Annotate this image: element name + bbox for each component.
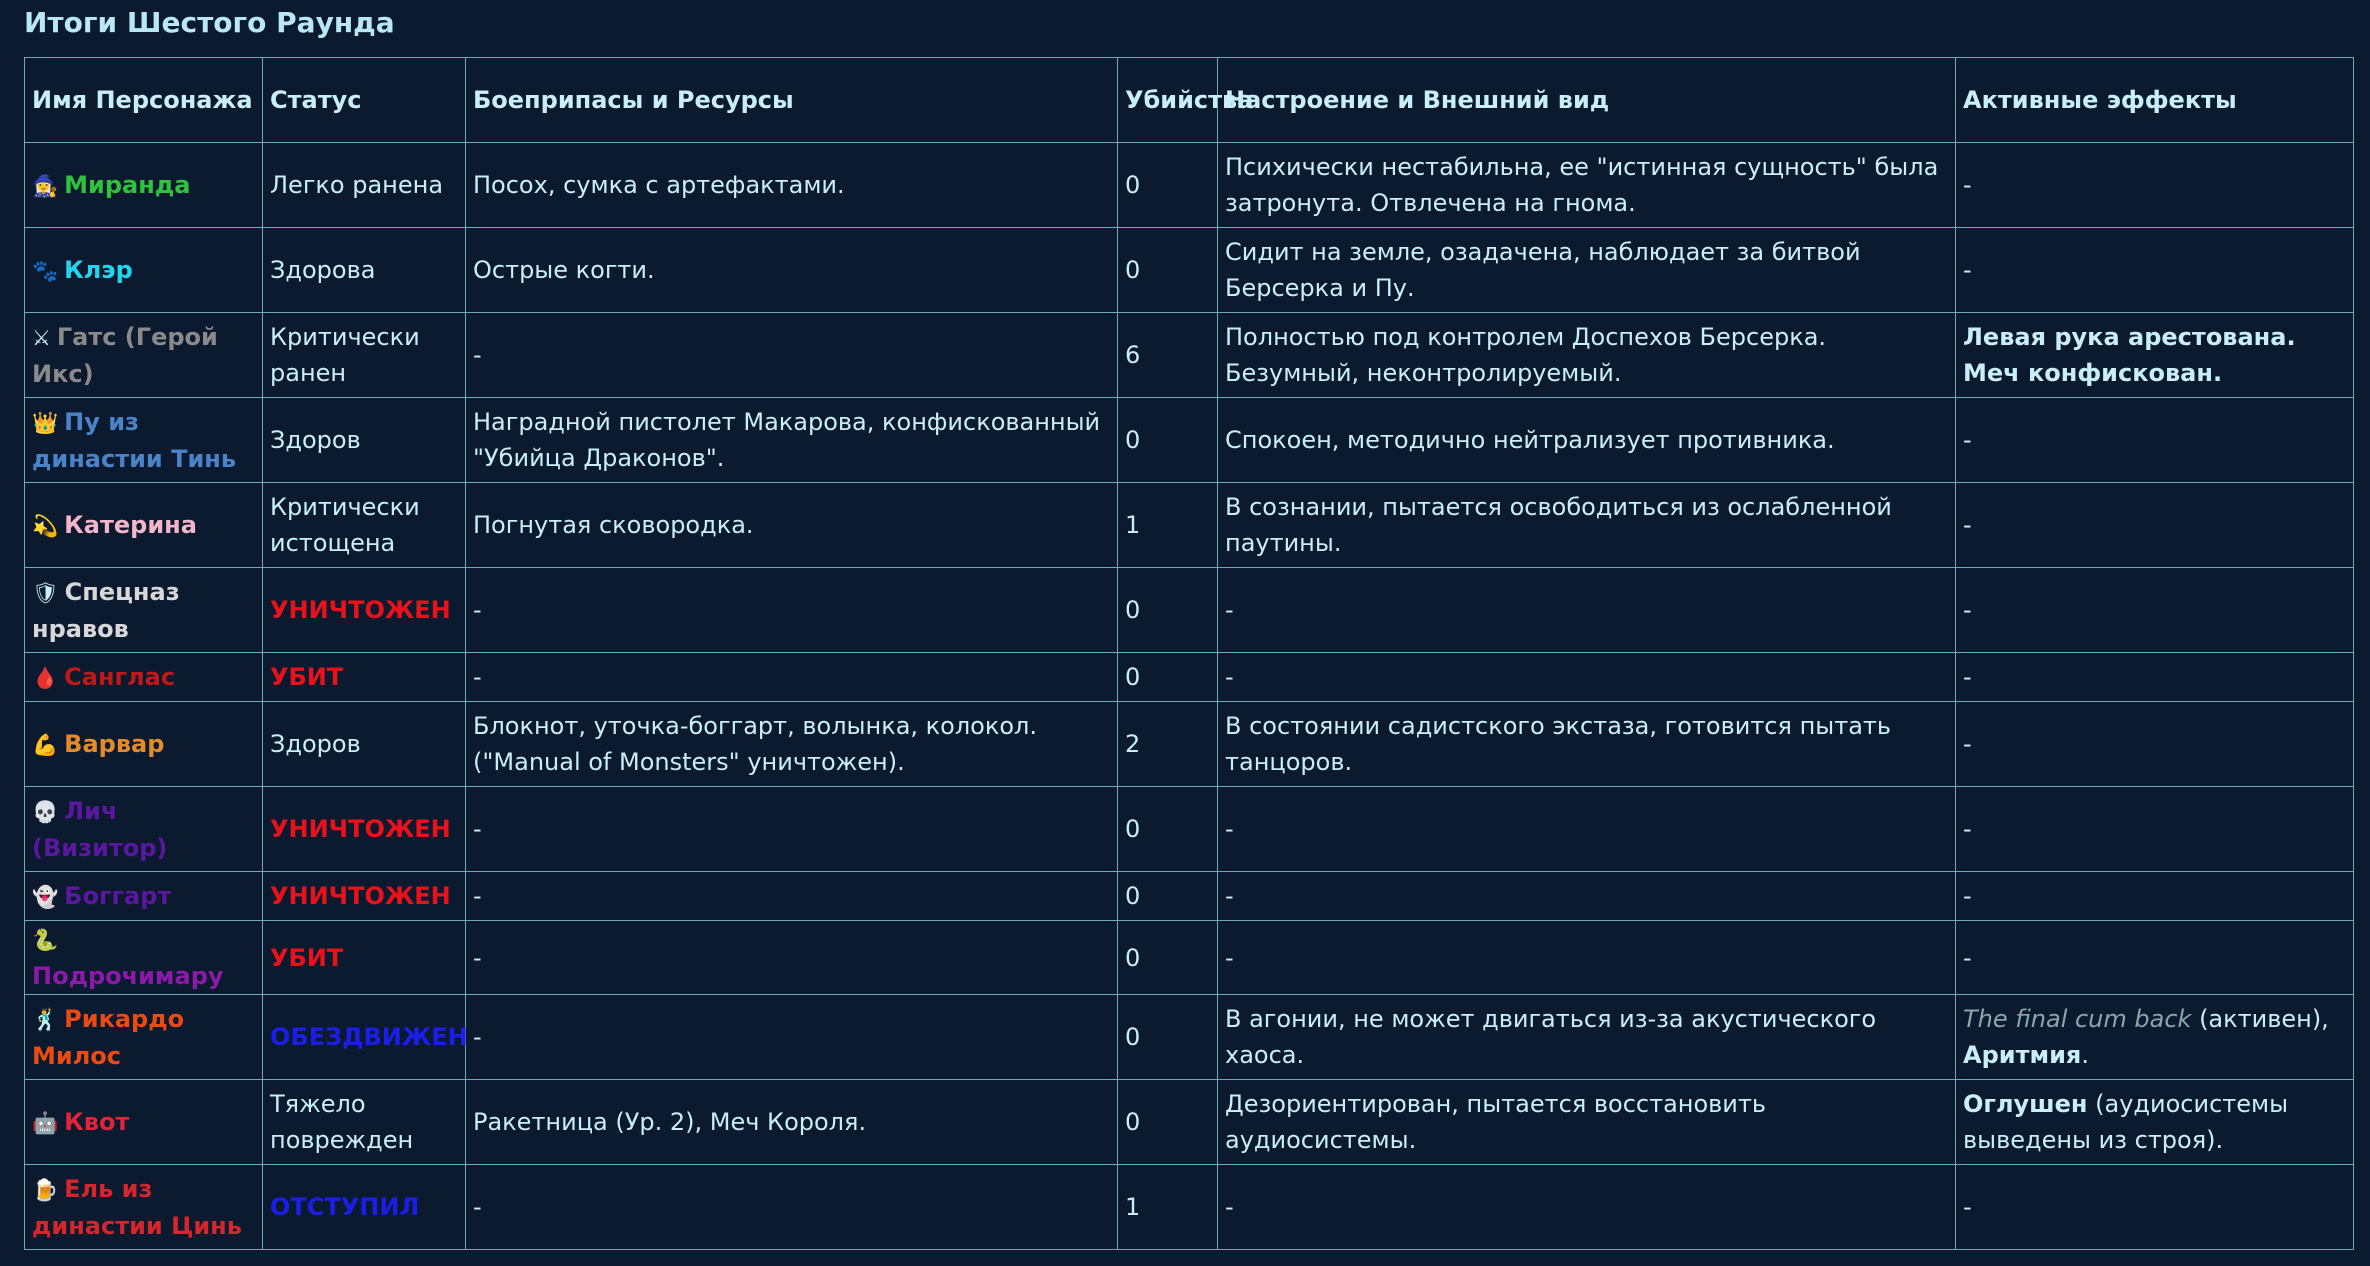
character-cell	[25, 483, 263, 568]
results-table	[24, 57, 2354, 1250]
mood-cell: -	[1218, 872, 1956, 921]
kills-cell: 0	[1118, 143, 1218, 228]
character-name: Рикардо Милос	[32, 1004, 185, 1070]
kills-cell: 0	[1118, 228, 1218, 313]
table-row	[25, 568, 2354, 653]
effects-cell: -	[1956, 872, 2354, 921]
kills-cell: 0	[1118, 653, 1218, 702]
table-row	[25, 787, 2354, 872]
effect-text: (аудиосистемы выведены из строя).	[1963, 1090, 2289, 1154]
table-row	[25, 872, 2354, 921]
character-name: Санглас	[64, 662, 176, 691]
table-row	[25, 143, 2354, 228]
effects-cell: -	[1956, 568, 2354, 653]
mood-cell: В состоянии садистского экстаза, готовится пытать танцоров.	[1218, 702, 1956, 787]
kills-cell: 0	[1118, 921, 1218, 995]
character-cell	[25, 995, 263, 1080]
effects-cell: -	[1956, 787, 2354, 872]
mood-cell: -	[1218, 787, 1956, 872]
character-icon: 💪	[32, 732, 59, 757]
inventory-cell: -	[466, 872, 1118, 921]
col-header-kills: Убийства	[1118, 58, 1218, 143]
mood-cell: -	[1218, 653, 1956, 702]
effects-cell: -	[1956, 228, 2354, 313]
table-header-row	[25, 58, 2354, 143]
kills-cell: 0	[1118, 1080, 1218, 1165]
status-cell	[263, 483, 466, 568]
status-text: УНИЧТОЖЕН	[270, 882, 451, 910]
effects-cell: -	[1956, 921, 2354, 995]
effects-cell: -	[1956, 653, 2354, 702]
character-cell	[25, 313, 263, 398]
mood-cell: -	[1218, 1165, 1956, 1250]
character-icon: ⚔	[32, 325, 51, 350]
status-cell	[263, 1080, 466, 1165]
table-body	[25, 143, 2354, 1250]
kills-cell: 0	[1118, 787, 1218, 872]
mood-cell: Спокоен, методично нейтрализует противника.	[1218, 398, 1956, 483]
character-icon: 🐾	[32, 258, 59, 283]
inventory-cell: Наградной пистолет Макарова, конфискованный "Убийца Драконов".	[466, 398, 1118, 483]
status-cell	[263, 653, 466, 702]
col-header-effects: Активные эффекты	[1956, 58, 2354, 143]
status-cell	[263, 313, 466, 398]
status-text: Критически ранен	[270, 323, 420, 387]
character-cell	[25, 872, 263, 921]
character-icon: 🐍	[32, 928, 59, 952]
table-row	[25, 702, 2354, 787]
status-cell	[263, 143, 466, 228]
effects-cell	[1956, 1080, 2354, 1165]
status-text: ОТСТУПИЛ	[270, 1193, 420, 1221]
character-name: Лич (Визитор)	[32, 796, 168, 862]
status-cell	[263, 702, 466, 787]
table-row	[25, 995, 2354, 1080]
kills-cell: 0	[1118, 872, 1218, 921]
status-cell	[263, 872, 466, 921]
table-row	[25, 921, 2354, 995]
effect-italic: The final cum back	[1963, 1005, 2192, 1033]
col-header-status: Статус	[263, 58, 466, 143]
status-text: УНИЧТОЖЕН	[270, 815, 451, 843]
mood-cell: Сидит на земле, озадачена, наблюдает за битвой Берсерка и Пу.	[1218, 228, 1956, 313]
status-text: УБИТ	[270, 663, 344, 691]
table-row	[25, 1080, 2354, 1165]
character-name: Гатс (Герой Икс)	[32, 322, 218, 388]
status-text: Здоров	[270, 426, 361, 454]
table-row	[25, 1165, 2354, 1250]
inventory-cell: -	[466, 313, 1118, 398]
kills-cell: 0	[1118, 995, 1218, 1080]
character-name: Клэр	[64, 255, 133, 284]
character-cell	[25, 787, 263, 872]
effects-cell: -	[1956, 398, 2354, 483]
effect-text: (активен),	[2191, 1005, 2329, 1033]
effects-cell: -	[1956, 483, 2354, 568]
character-icon: 🩸	[32, 665, 59, 690]
character-icon: 💀	[32, 799, 59, 824]
character-icon: 👑	[32, 410, 59, 435]
character-icon: 👻	[32, 884, 59, 909]
effects-cell	[1956, 313, 2354, 398]
effects-cell: -	[1956, 1165, 2354, 1250]
character-cell	[25, 702, 263, 787]
kills-cell: 6	[1118, 313, 1218, 398]
character-cell	[25, 398, 263, 483]
results-panel	[24, 0, 2353, 1240]
table-row	[25, 653, 2354, 702]
inventory-cell: Посох, сумка с артефактами.	[466, 143, 1118, 228]
status-text: УБИТ	[270, 943, 344, 972]
status-cell	[263, 995, 466, 1080]
mood-cell: Дезориентирован, пытается восстановить аудиосистемы.	[1218, 1080, 1956, 1165]
table-row	[25, 398, 2354, 483]
kills-cell: 0	[1118, 398, 1218, 483]
character-cell	[25, 653, 263, 702]
status-cell	[263, 568, 466, 653]
character-cell	[25, 568, 263, 653]
character-cell	[25, 1080, 263, 1165]
character-name: Катерина	[64, 510, 197, 539]
character-icon: 🍺	[32, 1177, 59, 1202]
character-cell	[25, 143, 263, 228]
mood-cell: Психически нестабильна, ее "истинная сущность" была затронута. Отвлечена на гнома.	[1218, 143, 1956, 228]
table-row	[25, 313, 2354, 398]
effect-bold: Левая рука арестована. Меч конфискован.	[1963, 323, 2296, 387]
inventory-cell: Блокнот, уточка-боггарт, волынка, колокол. ("Manual of Monsters" уничтожен).	[466, 702, 1118, 787]
inventory-cell: -	[466, 921, 1118, 995]
inventory-cell: -	[466, 568, 1118, 653]
status-text: Легко ранена	[270, 171, 444, 199]
character-icon: 🛡	[32, 580, 59, 605]
status-cell	[263, 921, 466, 995]
character-name: Варвар	[64, 729, 165, 758]
mood-cell: В агонии, не может двигаться из-за акустического хаоса.	[1218, 995, 1956, 1080]
status-cell	[263, 398, 466, 483]
character-name: Пу из династии Тинь	[32, 407, 237, 473]
character-cell	[25, 1165, 263, 1250]
character-icon: 🤖	[32, 1110, 59, 1135]
effect-bold: Аритмия	[1963, 1041, 2082, 1069]
page-title: Итоги Шестого Раунда	[24, 6, 395, 39]
character-icon: 🕺	[32, 1007, 59, 1032]
character-name: Подрочимару	[32, 962, 224, 990]
kills-cell: 2	[1118, 702, 1218, 787]
inventory-cell: -	[466, 653, 1118, 702]
inventory-cell: -	[466, 995, 1118, 1080]
character-icon: 🧙‍♀️	[32, 173, 59, 198]
status-text: ОБЕЗДВИЖЕН	[270, 1023, 468, 1051]
kills-cell: 1	[1118, 483, 1218, 568]
status-cell	[263, 787, 466, 872]
status-text: Тяжело поврежден	[270, 1090, 414, 1154]
status-text: Здоров	[270, 730, 361, 758]
character-cell	[25, 921, 263, 995]
status-cell	[263, 228, 466, 313]
status-cell	[263, 1165, 466, 1250]
inventory-cell: Острые когти.	[466, 228, 1118, 313]
inventory-cell: Погнутая сковородка.	[466, 483, 1118, 568]
character-cell	[25, 228, 263, 313]
mood-cell: В сознании, пытается освободиться из ослабленной паутины.	[1218, 483, 1956, 568]
character-name: Квот	[64, 1107, 130, 1136]
effect-text: .	[2081, 1041, 2089, 1069]
kills-cell: 0	[1118, 568, 1218, 653]
effect-bold: Оглушен	[1963, 1090, 2088, 1118]
table-row	[25, 483, 2354, 568]
character-name: Миранда	[64, 170, 191, 199]
inventory-cell: -	[466, 787, 1118, 872]
character-name: Спецназ нравов	[32, 577, 180, 643]
effects-cell: -	[1956, 143, 2354, 228]
inventory-cell: Ракетница (Ур. 2), Меч Короля.	[466, 1080, 1118, 1165]
status-text: УНИЧТОЖЕН	[270, 596, 451, 624]
mood-cell: Полностью под контролем Доспехов Берсерка. Безумный, неконтролируемый.	[1218, 313, 1956, 398]
character-icon: 💫	[32, 513, 59, 538]
character-name: Ель из династии Цинь	[32, 1174, 242, 1240]
kills-cell: 1	[1118, 1165, 1218, 1250]
table-row	[25, 228, 2354, 313]
col-header-name: Имя Персонажа	[25, 58, 263, 143]
col-header-inventory: Боеприпасы и Ресурсы	[466, 58, 1118, 143]
mood-cell: -	[1218, 568, 1956, 653]
status-text: Здорова	[270, 256, 376, 284]
effects-cell	[1956, 995, 2354, 1080]
status-text: Критически истощена	[270, 493, 420, 557]
inventory-cell: -	[466, 1165, 1118, 1250]
col-header-mood: Настроение и Внешний вид	[1218, 58, 1956, 143]
mood-cell: -	[1218, 921, 1956, 995]
effects-cell: -	[1956, 702, 2354, 787]
character-name: Боггарт	[64, 881, 172, 910]
